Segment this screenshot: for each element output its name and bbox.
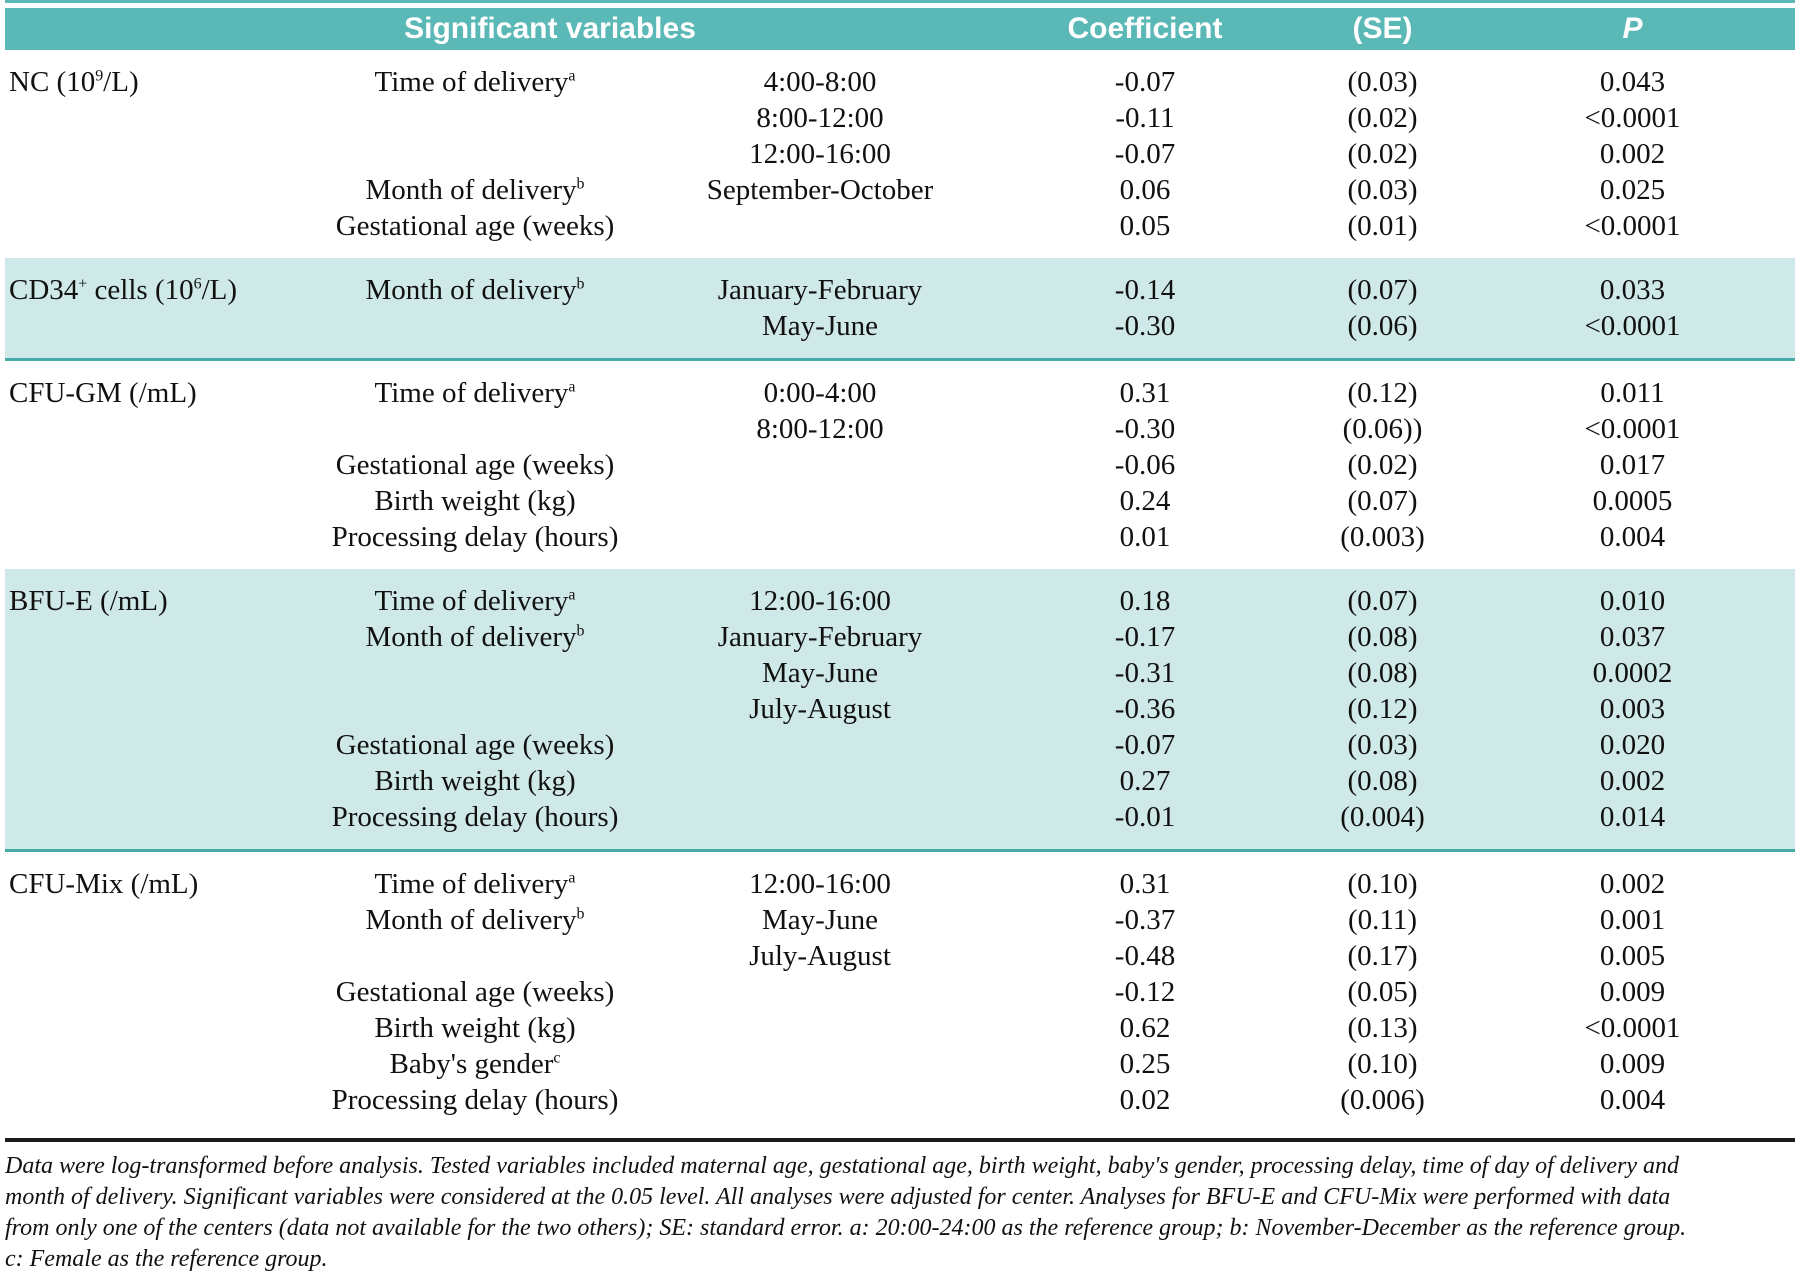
cell-se: (0.03) [1347, 66, 1418, 98]
table-row [5, 258, 1795, 308]
cell-p: 0.011 [1600, 377, 1665, 409]
table-row [5, 569, 1795, 619]
cell-se: (0.03) [1347, 174, 1418, 206]
cell-level: September-October [706, 174, 934, 206]
table-row [5, 851, 1795, 903]
cell-coefficient: -0.48 [1114, 940, 1176, 972]
cell-level [645, 483, 995, 519]
cell-p: 0.033 [1599, 274, 1666, 306]
cell-se: (0.17) [1347, 940, 1418, 972]
cell-level [645, 447, 995, 483]
cell-coefficient: -0.30 [1114, 310, 1176, 342]
cell-variable: Time of delivery$^a$ [374, 585, 576, 617]
cell-level [645, 974, 995, 1010]
cell-coefficient: 0.18 [1119, 585, 1171, 617]
cell-level: May-June [762, 657, 878, 689]
cell-level [645, 1010, 995, 1046]
cell-se: (0.13) [1347, 1012, 1418, 1044]
cell-coefficient: -0.11 [1115, 102, 1175, 134]
cell-coefficient: 0.25 [1119, 1048, 1171, 1080]
cell-se: (0.11) [1348, 904, 1417, 936]
cell-coefficient: -0.06 [1114, 449, 1176, 481]
cell-coefficient: -0.37 [1114, 904, 1176, 936]
cell-se: (0.006) [1340, 1084, 1425, 1116]
cell-se: (0.07) [1347, 274, 1418, 306]
cell-variable: Time of delivery$^a$ [374, 66, 576, 98]
header-se: (SE) [1295, 8, 1470, 50]
cell-se: (0.10) [1347, 1048, 1418, 1080]
cell-p: 0.009 [1599, 1048, 1666, 1080]
cell-coefficient: 0.02 [1119, 1084, 1171, 1116]
cell-p: <0.0001 [1584, 210, 1681, 242]
header-coefficient: Coefficient [995, 8, 1295, 50]
cell-level [645, 799, 995, 851]
cell-variable: Time of delivery$^a$ [374, 868, 576, 900]
cell-se: (0.07) [1347, 485, 1418, 517]
cell-se: (0.02) [1347, 138, 1418, 170]
cell-coefficient: -0.01 [1114, 801, 1176, 833]
cell-level: 12:00-16:00 [749, 868, 891, 900]
cell-coefficient: -0.17 [1114, 621, 1176, 653]
cell-coefficient: 0.06 [1119, 174, 1171, 206]
cell-variable: Baby's gender$^c$ [389, 1048, 561, 1080]
cell-level: May-June [762, 310, 878, 342]
cell-variable: Month of delivery$^b$ [365, 274, 585, 306]
cell-p: <0.0001 [1584, 1012, 1681, 1044]
cell-variable: Month of delivery$^b$ [365, 904, 585, 936]
cell-coefficient: -0.30 [1114, 413, 1176, 445]
cell-se: (0.06) [1347, 310, 1418, 342]
footnote [5, 1151, 1797, 1275]
cell-se: (0.06)) [1342, 413, 1423, 445]
cell-variable: Processing delay (hours) [331, 1084, 619, 1116]
outcome-group [5, 569, 1795, 851]
cell-coefficient: 0.31 [1119, 377, 1171, 409]
outcome-label: CFU-Mix (/mL) [9, 868, 199, 900]
cell-variable [305, 136, 645, 172]
cell-coefficient: 0.62 [1119, 1012, 1171, 1044]
cell-level [645, 519, 995, 569]
cell-se: (0.05) [1347, 976, 1418, 1008]
cell-variable [305, 308, 645, 360]
cell-se: (0.003) [1340, 521, 1425, 553]
cell-level [645, 763, 995, 799]
table-row [5, 360, 1795, 412]
cell-p: 0.014 [1599, 801, 1666, 833]
cell-variable: Gestational age (weeks) [335, 449, 615, 481]
cell-variable: Gestational age (weeks) [335, 210, 615, 242]
footnote-line: Data were log-transformed before analysis. Tested variables included maternal age, gestational age, birth weight, baby's gender, processing delay, time of day of delivery and [5, 1153, 1680, 1179]
table-header [5, 8, 1795, 50]
cell-variable [305, 655, 645, 691]
cell-level: July-August [749, 693, 891, 725]
cell-p: 0.037 [1599, 621, 1666, 653]
cell-coefficient: -0.07 [1114, 138, 1176, 170]
cell-variable: Birth weight (kg) [374, 765, 576, 797]
outcome-label: BFU-E (/mL) [9, 585, 168, 617]
cell-p: 0.043 [1599, 66, 1666, 98]
cell-se: (0.08) [1347, 657, 1418, 689]
cell-level [645, 208, 995, 258]
regression-results-table [5, 8, 1795, 1132]
table-row [5, 50, 1795, 100]
cell-level: January-February [717, 621, 923, 653]
cell-p: 0.020 [1599, 729, 1666, 761]
cell-p: 0.002 [1599, 138, 1666, 170]
header-p: P [1470, 8, 1795, 50]
cell-p: 0.002 [1599, 868, 1666, 900]
cell-coefficient: -0.07 [1114, 66, 1176, 98]
cell-variable [305, 100, 645, 136]
cell-se: (0.12) [1347, 377, 1418, 409]
cell-coefficient: -0.31 [1114, 657, 1176, 689]
header-row [5, 8, 1795, 50]
cell-se: (0.07) [1347, 585, 1418, 617]
cell-variable: Processing delay (hours) [331, 801, 619, 833]
cell-se: (0.02) [1347, 102, 1418, 134]
cell-se: (0.02) [1347, 449, 1418, 481]
cell-level [645, 1046, 995, 1082]
cell-p: 0.001 [1599, 904, 1666, 936]
cell-se: (0.03) [1347, 729, 1418, 761]
cell-p: 0.009 [1599, 976, 1666, 1008]
cell-p: 0.0005 [1592, 485, 1673, 517]
cell-se: (0.004) [1340, 801, 1425, 833]
cell-level: 12:00-16:00 [749, 585, 891, 617]
cell-level: 0:00-4:00 [763, 377, 877, 409]
cell-variable: Gestational age (weeks) [335, 729, 615, 761]
cell-level: January-February [717, 274, 923, 306]
outcome-label: CD34+ cells $(10^6/L)$ [9, 274, 238, 306]
footnote-rule [5, 1138, 1795, 1142]
table-top-rule [5, 0, 1795, 3]
cell-coefficient: 0.24 [1119, 485, 1171, 517]
outcome-group [5, 360, 1795, 570]
cell-p: 0.004 [1599, 1084, 1666, 1116]
outcome-group [5, 851, 1795, 1133]
cell-variable: Month of delivery$^b$ [365, 621, 585, 653]
cell-p: 0.005 [1599, 940, 1666, 972]
cell-se: (0.08) [1347, 621, 1418, 653]
cell-variable [305, 691, 645, 727]
cell-p: 0.004 [1599, 521, 1666, 553]
cell-p: 0.025 [1599, 174, 1666, 206]
cell-coefficient: -0.07 [1114, 729, 1176, 761]
cell-variable [305, 938, 645, 974]
cell-variable: Time of delivery$^a$ [374, 377, 576, 409]
cell-p: 0.010 [1599, 585, 1666, 617]
footnote-line: c: Female as the reference group. [5, 1246, 328, 1272]
cell-p: 0.017 [1599, 449, 1666, 481]
cell-level [645, 1082, 995, 1132]
cell-coefficient: 0.05 [1119, 210, 1171, 242]
cell-coefficient: 0.01 [1119, 521, 1171, 553]
cell-level: 8:00-12:00 [756, 413, 884, 445]
cell-level: 4:00-8:00 [763, 66, 877, 98]
cell-p: <0.0001 [1584, 102, 1681, 134]
cell-se: (0.12) [1347, 693, 1418, 725]
cell-coefficient: -0.14 [1114, 274, 1176, 306]
cell-level: July-August [749, 940, 891, 972]
cell-level [645, 727, 995, 763]
cell-se: (0.01) [1347, 210, 1418, 242]
outcome-group [5, 50, 1795, 258]
cell-p: 0.0002 [1592, 657, 1673, 689]
cell-level: May-June [762, 904, 878, 936]
cell-level: 12:00-16:00 [749, 138, 891, 170]
cell-variable: Birth weight (kg) [374, 485, 576, 517]
outcome-group [5, 258, 1795, 360]
cell-level: 8:00-12:00 [756, 102, 884, 134]
cell-p: 0.003 [1599, 693, 1666, 725]
cell-variable: Birth weight (kg) [374, 1012, 576, 1044]
cell-se: (0.08) [1347, 765, 1418, 797]
outcome-label: NC $(10^9/L)$ [9, 66, 139, 98]
cell-p: <0.0001 [1584, 310, 1681, 342]
cell-coefficient: -0.12 [1114, 976, 1176, 1008]
cell-p: 0.002 [1599, 765, 1666, 797]
cell-se: (0.10) [1347, 868, 1418, 900]
cell-variable: Gestational age (weeks) [335, 976, 615, 1008]
cell-p: <0.0001 [1584, 413, 1681, 445]
footnote-line: from only one of the centers (data not available for the two others); SE: standard error. a: 20:00-24:00 as the reference group; b: November-December as the reference group. [5, 1215, 1687, 1241]
cell-coefficient: -0.36 [1114, 693, 1176, 725]
footnote-line: month of delivery. Significant variables were considered at the 0.05 level. All analyses were adjusted for center. Analyses for BFU-E and CFU-Mix were performed with data [5, 1184, 1671, 1210]
cell-variable: Month of delivery$^b$ [365, 174, 585, 206]
cell-coefficient: 0.27 [1119, 765, 1171, 797]
cell-variable: Processing delay (hours) [331, 521, 619, 553]
cell-coefficient: 0.31 [1119, 868, 1171, 900]
header-significant-variables: Significant variables [5, 8, 995, 50]
outcome-label: CFU-GM (/mL) [9, 377, 197, 409]
cell-variable [305, 411, 645, 447]
